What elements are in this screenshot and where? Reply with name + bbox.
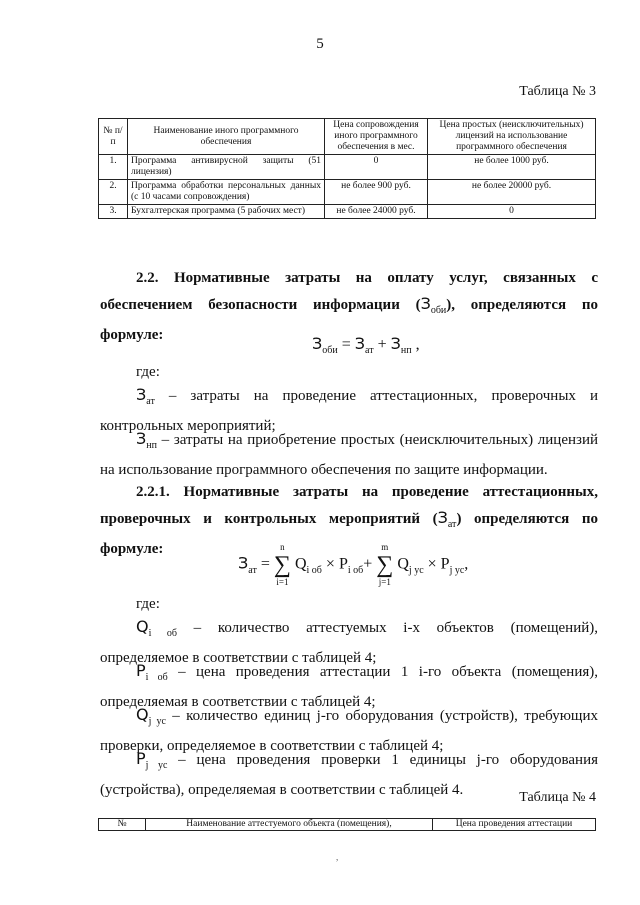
table-cell: 2. [99, 180, 128, 205]
sum-lower-limit: j=1 [378, 577, 391, 587]
formula-operator: × [321, 555, 339, 573]
definition-text: – количество аттестуемых i-х объектов (помещений), определяемое в соответствии с таблицей 4; [100, 620, 598, 666]
table-cell: не более 900 руб. [325, 180, 428, 205]
symbol-p: P [136, 661, 146, 680]
symbol-z: З [136, 429, 147, 448]
formula-operator: = [256, 555, 274, 573]
formula-term: З [312, 334, 323, 353]
symbol-subscript: оби [430, 305, 447, 316]
table3 [98, 118, 596, 219]
table-cell: 3. [99, 205, 128, 219]
table4 [98, 818, 596, 831]
table3-header-license-price: Цена простых (неисключительных) лицензий на использование программного обеспечения [428, 119, 596, 155]
formula-operator: × [423, 555, 441, 573]
table-cell: Программа антивирусной защиты (51 лицензия) [128, 155, 325, 180]
table-row [99, 205, 596, 219]
definition-text: – количество единиц j-го оборудования (устройств), требующих проверки, определяемое в соответствии с таблицей 4; [100, 708, 598, 754]
formula-punct: , [464, 555, 469, 573]
table3-header-row [99, 119, 596, 155]
symbol-subscript: j ус [145, 760, 168, 771]
formula-subscript: оби [322, 345, 338, 357]
heading-text: 2.2.1. Нормативные затраты на проведение аттестационных, проверочных и контрольных мероприятий ( [100, 484, 598, 527]
formula-operator: + [373, 336, 391, 353]
symbol-subscript: j ус [148, 716, 166, 727]
symbol-subscript: i об [148, 628, 177, 639]
symbol-q: Q [136, 705, 149, 724]
formula-term: З [354, 334, 366, 353]
formula-subscript: i об [306, 564, 322, 576]
table-cell: 0 [325, 155, 428, 180]
formula-term: P [440, 555, 450, 573]
definition-text: – затраты на приобретение простых (неисключительных) лицензий на использование программного обеспечения по защите информации. [100, 432, 598, 478]
formula-subscript: нп [400, 345, 412, 357]
formula-operator: = [337, 336, 355, 353]
sigma-glyph: ∑ [273, 552, 291, 578]
table3-header-num: № п/п [99, 119, 128, 155]
symbol-p: P [136, 749, 146, 768]
where-label: где: [136, 364, 160, 380]
table-cell: не более 1000 руб. [428, 155, 596, 180]
table3-header-name: Наименование иного программного обеспечения [128, 119, 325, 155]
table-cell: не более 20000 руб. [428, 180, 596, 205]
symbol-subscript: нп [146, 440, 157, 451]
table-cell: Программа обработки персональных данных (с 10 часами сопровождения) [128, 180, 325, 205]
symbol-z: З [437, 508, 448, 527]
definition-text: – цена проведения аттестации 1 i-го объекта (помещения), определяемая в соответствии с таблицей 4; [100, 664, 598, 710]
formula-term: Q [294, 555, 307, 573]
sum-upper-limit: n [280, 542, 285, 552]
sum-symbol [274, 542, 291, 588]
heading-text: ), определяются по формуле: [100, 297, 598, 343]
formula-term: З [238, 553, 249, 573]
formula-punct: , [411, 336, 420, 353]
table-row [99, 155, 596, 180]
symbol-subscript: ат [146, 396, 155, 407]
formula-subscript: ат [248, 564, 257, 576]
symbol-z: З [136, 385, 147, 404]
table-cell: Бухгалтерская программа (5 рабочих мест) [128, 205, 325, 219]
table-cell: 1. [99, 155, 128, 180]
table-cell: не более 24000 руб. [325, 205, 428, 219]
table4-header-row [99, 819, 596, 831]
heading-text: ) определяются по формуле: [100, 511, 598, 557]
where-label: где: [136, 596, 160, 612]
table3-caption: Таблица № 3 [519, 84, 596, 99]
sum-symbol [376, 542, 393, 588]
table3-header-support-price: Цена сопровождения иного программного обеспечения в мес. [325, 119, 428, 155]
formula-term: З [390, 334, 401, 353]
formula-subscript: j ус [408, 564, 424, 576]
table-row [99, 180, 596, 205]
heading-text: 2.2. Нормативные затраты на оплату услуг, связанных с обеспечением безопасности информации ( [100, 270, 598, 313]
formula-term: Q [397, 555, 409, 573]
table4-header-num: № [99, 819, 146, 831]
formula-z-at [238, 542, 468, 588]
formula-operator: + [363, 555, 373, 573]
formula-subscript: i об [347, 564, 364, 576]
formula-subscript: j ус [449, 564, 465, 576]
page-number: 5 [316, 36, 324, 52]
definition-text: – цена проведения проверки 1 единицы j-го оборудования (устройства), определяемая в соответствии с таблицей 4. [100, 752, 599, 798]
definition-z-np [100, 426, 598, 483]
table4-header-price: Цена проведения аттестации [433, 819, 596, 831]
table4-header-name: Наименование аттестуемого объекта (помещения), [146, 819, 433, 831]
symbol-q: Q [136, 617, 149, 636]
table4-caption: Таблица № 4 [519, 790, 596, 805]
sum-upper-limit: m [381, 542, 389, 552]
definition-text: – затраты на проведение аттестационных, проверочных и контрольных мероприятий; [100, 388, 598, 434]
table-cell: 0 [428, 205, 596, 219]
margin-mark: , [336, 852, 339, 862]
symbol-subscript: i об [145, 672, 168, 683]
formula-subscript: ат [365, 345, 374, 357]
formula-z-obi [312, 334, 420, 356]
formula-term: P [338, 555, 348, 573]
sigma-glyph: ∑ [376, 552, 394, 578]
sum-lower-limit: i=1 [276, 577, 289, 587]
symbol-z: З [420, 294, 431, 313]
symbol-subscript: ат [447, 519, 457, 530]
